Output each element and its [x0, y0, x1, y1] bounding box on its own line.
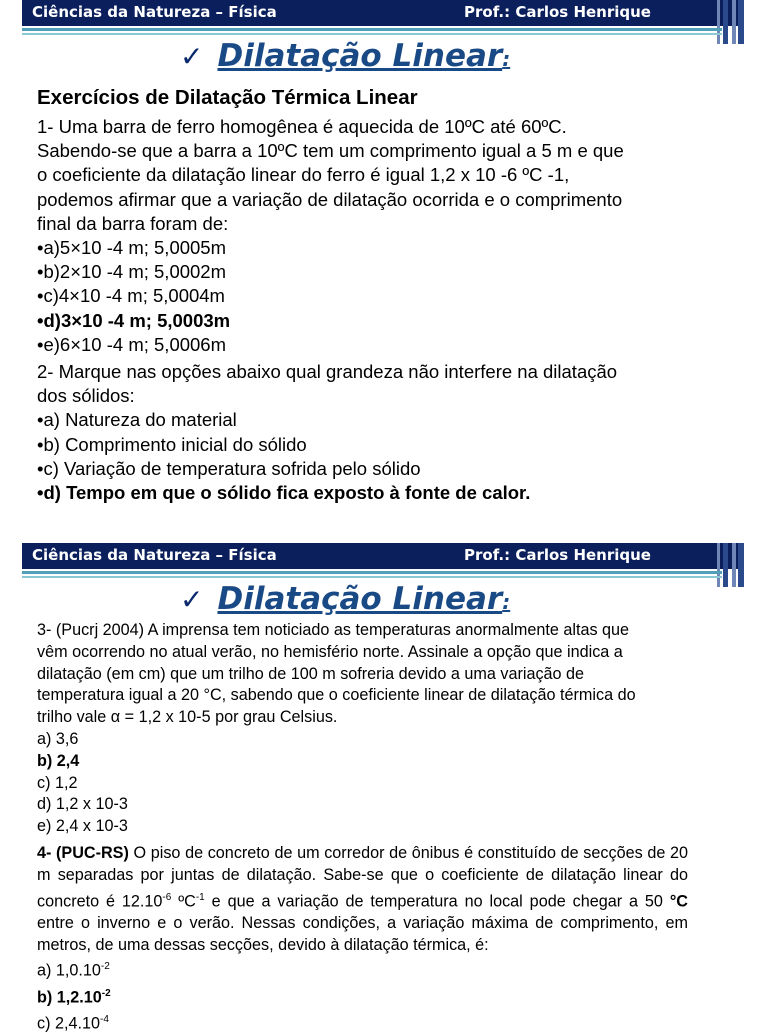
- check-icon: ✓: [180, 583, 204, 616]
- title-colon: :: [502, 590, 511, 614]
- question-1: [37, 115, 624, 357]
- question-line: trilho vale α = 1,2 x 10-5 por grau Celsius.: [37, 708, 338, 727]
- correct-answer-option: b) 2,4: [37, 751, 80, 770]
- question-line: podemos afirmar que a variação de dilatação ocorrida e o comprimento: [37, 188, 623, 210]
- answer-option: •e)6×10 -4 m; 5,0006m: [37, 333, 227, 355]
- correct-answer-option: •d)3×10 -4 m; 5,0003m: [37, 309, 231, 331]
- slide-2: [0, 543, 768, 1033]
- slide-title: [180, 38, 510, 74]
- header-subject: Ciências da Natureza – Física: [32, 546, 277, 564]
- question-line: dilatação (em cm) que um trilho de 100 m sofreria devido a uma variação de: [37, 664, 585, 683]
- header-teacher: Prof.: Carlos Henrique: [464, 3, 651, 21]
- header-decoration: [714, 0, 744, 44]
- title-text: Dilatação Linear: [217, 38, 503, 74]
- question-3: [37, 620, 636, 838]
- answer-option: a) 3,6: [37, 729, 79, 748]
- section-heading: Exercícios de Dilatação Térmica Linear: [37, 86, 418, 109]
- answer-option: •b) Comprimento inicial do sólido: [37, 433, 307, 455]
- degree-unit: °C: [669, 891, 688, 910]
- question-text: e que a variação de temperatura no local pode chegar a 50: [204, 891, 670, 910]
- header-teacher: Prof.: Carlos Henrique: [464, 546, 651, 564]
- title-text: Dilatação Linear: [217, 581, 503, 617]
- answer-option: •c) Variação de temperatura sofrida pelo sólido: [37, 457, 421, 479]
- answer-option: a) $1,0.10^{-2}$: [37, 961, 110, 980]
- correct-answer-option: b) $1,2.10^{-2}$: [37, 987, 111, 1006]
- answer-option: c) 1,2: [37, 773, 78, 792]
- answer-option: •c)4×10 -4 m; 5,0004m: [37, 285, 225, 307]
- question-2: [37, 360, 617, 505]
- question-line: Sabendo-se que a barra a 10ºC tem um comprimento igual a 5 m e que: [37, 140, 624, 162]
- question-4: [37, 843, 688, 1035]
- question-number: 4-: [37, 844, 57, 862]
- question-text: entre o inverno e o verão. Nessas condições, a variação máxima de comprimento, em metros, de uma dessas secções, devido à dilatação térmica, é:: [37, 913, 688, 954]
- question-line: dos sólidos:: [37, 385, 135, 407]
- exponent: -1: [195, 891, 205, 903]
- header-decoration: [714, 543, 744, 587]
- answer-option: e) 2,4 x 10-3: [37, 817, 128, 836]
- question-line: 3- (Pucrj 2004) A imprensa tem noticiado as temperaturas anormalmente altas que: [37, 621, 630, 639]
- correct-answer-option: •d) Tempo em que o sólido fica exposto à fonte de calor.: [37, 482, 531, 504]
- answer-option: •a) Natureza do material: [37, 409, 237, 431]
- header-stripe: [22, 28, 722, 31]
- exponent: -6: [162, 891, 172, 903]
- question-line: temperatura igual a 20 °C, sabendo que o coeficiente linear de dilatação térmica do: [37, 686, 636, 705]
- answer-option: d) 1,2 x 10-3: [37, 795, 128, 814]
- header-stripe: [22, 571, 722, 574]
- answer-option: c) $2,4.10^{-4}$: [37, 1013, 109, 1033]
- question-text: O piso de concreto de um corredor de ônibus é constituído de secções de 20 m separadas por juntas de dilatação. Sabe-se que o coeficiente de dilatação linear do concreto é 12.10: [37, 844, 688, 910]
- slide-title: [180, 581, 510, 617]
- question-line: o coeficiente da dilatação linear do ferro é igual 1,2 x 10 -6 ºC -1,: [37, 164, 570, 186]
- question-line: 1- Uma barra de ferro homogênea é aquecida de 10ºC até 60ºC.: [37, 116, 567, 137]
- question-line: 2- Marque nas opções abaixo qual grandeza não interfere na dilatação: [37, 361, 618, 382]
- answer-option: •b)2×10 -4 m; 5,0002m: [37, 261, 227, 283]
- question-source: (PUC-RS): [56, 844, 129, 862]
- question-line: final da barra foram de:: [37, 212, 229, 234]
- header-subject: Ciências da Natureza – Física: [32, 3, 277, 21]
- check-icon: ✓: [180, 40, 204, 73]
- question-line: vêm ocorrendo no atual verão, no hemisfério norte. Assinale a opção que indica a: [37, 642, 623, 661]
- title-colon: :: [502, 47, 511, 71]
- header-stripe: [22, 576, 722, 578]
- header-stripe: [22, 33, 722, 35]
- answer-option: •a)5×10 -4 m; 5,0005m: [37, 237, 227, 259]
- question-text: ºC: [171, 891, 196, 910]
- slide-header: [22, 0, 744, 26]
- slide-header: [22, 543, 744, 569]
